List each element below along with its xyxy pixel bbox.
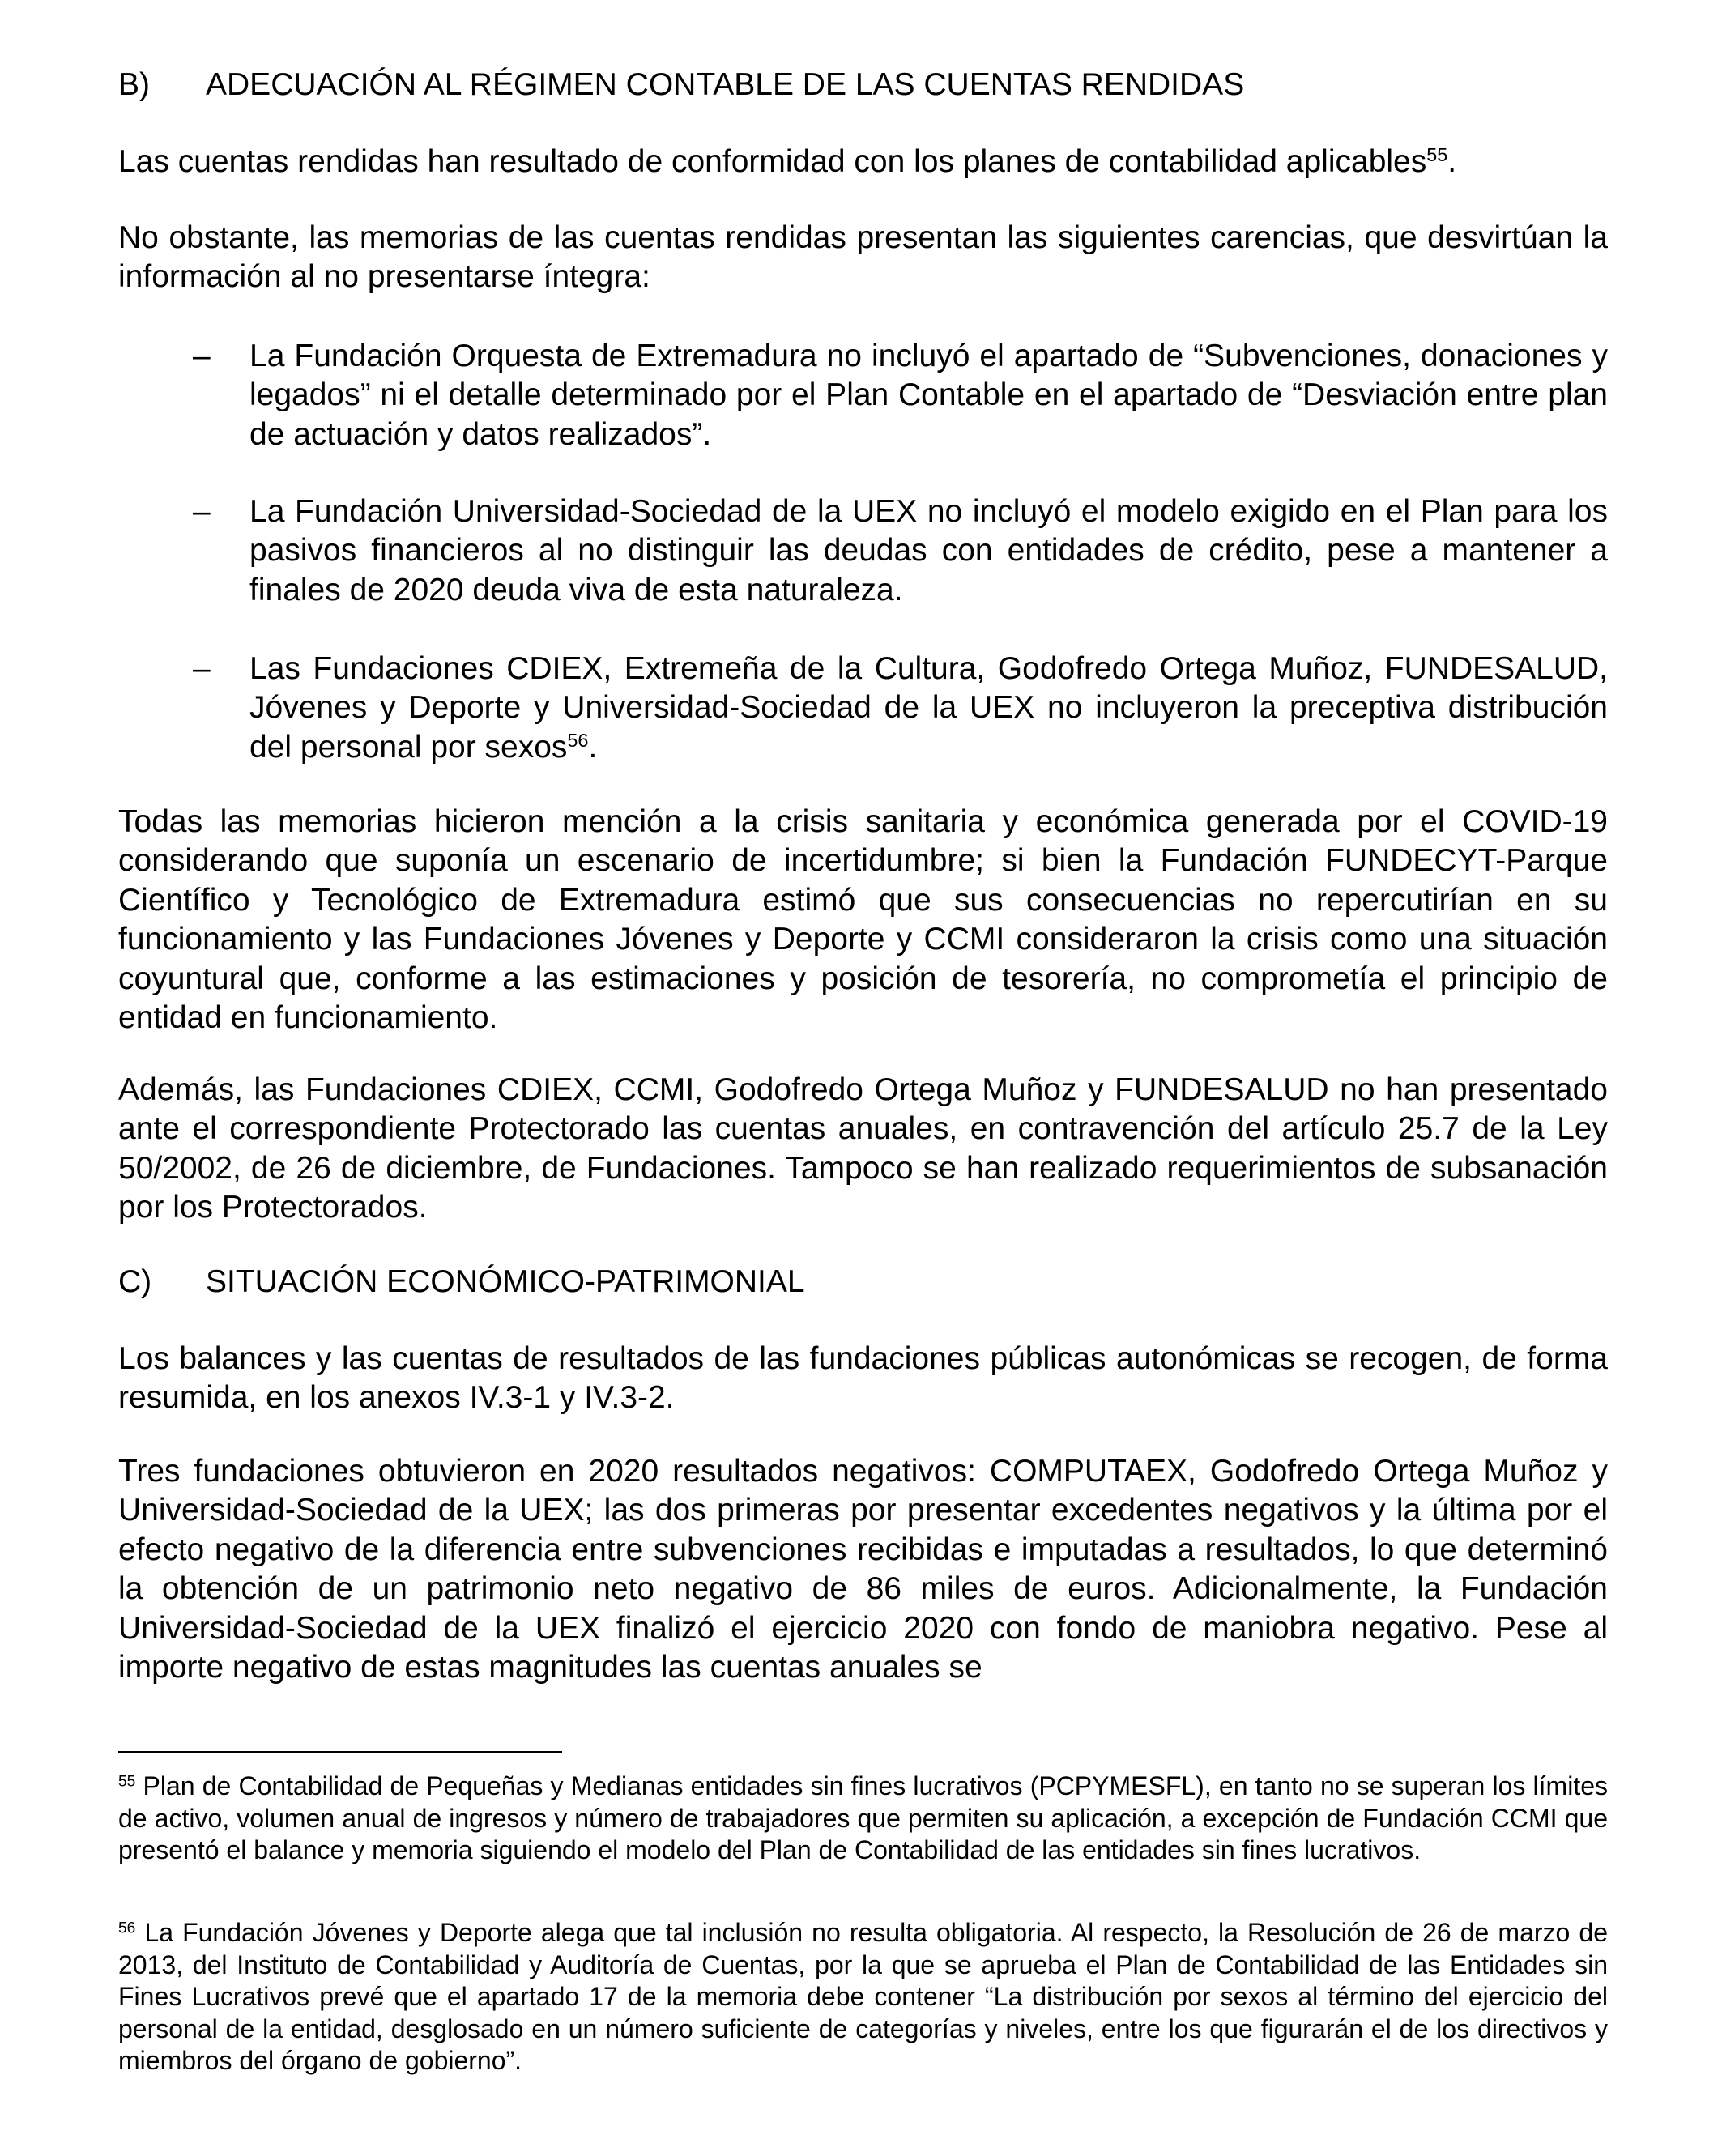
dash-bullet-icon: – bbox=[193, 339, 211, 373]
section-b-title: ADECUACIÓN AL RÉGIMEN CONTABLE DE LAS CUENTAS RENDIDAS bbox=[206, 67, 1245, 102]
paragraph-conformity bbox=[118, 143, 1608, 181]
footnote-text: Plan de Contabilidad de Pequeñas y Medianas entidades sin fines lucrativos (PCPYMESFL), en tanto no se superan los límites de activo, volumen anual de ingresos y número de trabajadores que permiten su aplicación, a excepción de Fundación CCMI que presentó el balance y memoria siguiendo el modelo del Plan de Contabilidad de las entidades sin fines lucrativos. bbox=[118, 1771, 1608, 1864]
paragraph-protectorado: Además, las Fundaciones CDIEX, CCMI, Godofredo Ortega Muñoz y FUNDESALUD no han presentado ante el correspondiente Protectorado las cuentas anuales, en contravención del artículo 25.7 de la Ley 50/2002, de 26 de diciembre, de Fundaciones. Tampoco se han realizado requerimientos de subsanación por los Protectorados. bbox=[118, 1072, 1608, 1225]
list-item bbox=[193, 492, 1608, 610]
dash-bullet-icon: – bbox=[193, 651, 211, 686]
dash-bullet-icon: – bbox=[193, 494, 211, 529]
footnote-ref-55[interactable]: 55 bbox=[1426, 144, 1448, 166]
footnote-separator bbox=[118, 1751, 562, 1753]
list-item-text: La Fundación Orquesta de Extremadura no incluyó el apartado de “Subvenciones, donaciones y legados” ni el detalle determinado por el Plan Contable en el apartado de “Desviación entre plan de actuación y datos realizados”. bbox=[249, 339, 1608, 452]
period: . bbox=[1447, 144, 1457, 179]
paragraph-negative-results: Tres fundaciones obtuvieron en 2020 resultados negativos: COMPUTAEX, Godofredo Ortega Muñoz y Universidad-Sociedad de la UEX; las dos primeras por presentar excedentes negativos y la última por el efecto negativo de la diferencia entre subvenciones recibidas e imputadas a resultados, lo que determinó la obtención de un patrimonio neto negativo de 86 miles de euros. Adicionalmente, la Fundación Universidad-Sociedad de la UEX finalizó el ejercicio 2020 con fondo de maniobra negativo. Pese al importe negativo de estas magnitudes las cuentas anuales se bbox=[118, 1454, 1608, 1685]
period: . bbox=[588, 729, 598, 765]
list-item-text bbox=[249, 650, 1608, 767]
footnote-ref-56[interactable]: 56 bbox=[567, 729, 589, 751]
section-c-title: SITUACIÓN ECONÓMICO-PATRIMONIAL bbox=[206, 1264, 805, 1299]
paragraph-deficiencies: No obstante, las memorias de las cuentas rendidas presentan las siguientes carencias, que desvirtúan la información al no presentarse íntegra: bbox=[118, 220, 1608, 295]
footnote-55 bbox=[118, 1770, 1608, 1867]
list-item bbox=[193, 337, 1608, 454]
footnote-number: 56 bbox=[118, 1920, 136, 1937]
footnote-56 bbox=[118, 1917, 1608, 2077]
section-c-label: C) bbox=[118, 1264, 152, 1299]
list-item-text: La Fundación Universidad-Sociedad de la UEX no incluyó el modelo exigido en el Plan para los pasivos financieros al no distinguir las deudas con entidades de crédito, pese a mantener a finales de 2020 deuda viva de esta naturaleza. bbox=[249, 494, 1608, 607]
section-b-heading bbox=[118, 66, 1244, 104]
list-item-body: Las Fundaciones CDIEX, Extremeña de la Cultura, Godofredo Ortega Muñoz, FUNDESALUD, Jóvenes y Deporte y Universidad-Sociedad de la UEX no incluyeron la preceptiva distribución del personal por sexos bbox=[249, 651, 1608, 765]
footnote-number: 55 bbox=[118, 1773, 136, 1791]
footnote-text: La Fundación Jóvenes y Deporte alega que tal inclusión no resulta obligatoria. Al respecto, la Resolución de 26 de marzo de 2013, del Instituto de Contabilidad y Auditoría de Cuentas, por la que se aprueba el Plan de Contabilidad de las Entidades sin Fines Lucrativos prevé que el apartado 17 de la memoria debe contener “La distribución por sexos al término del ejercicio del personal de la entidad, desglosado en un número suficiente de categorías y niveles, entre los que figurarán el de los directivos y miembros del órgano de gobierno”. bbox=[118, 1918, 1608, 2075]
paragraph-text: Las cuentas rendidas han resultado de conformidad con los planes de contabilidad aplicables bbox=[118, 144, 1427, 179]
list-item bbox=[193, 650, 1608, 767]
paragraph-covid: Todas las memorias hicieron mención a la crisis sanitaria y económica generada por el COVID-19 considerando que suponía un escenario de incertidumbre; si bien la Fundación FUNDECYT-Parque Científico y Tecnológico de Extremadura estimó que sus consecuencias no repercutirían en su funcionamiento y las Fundaciones Jóvenes y Deporte y CCMI consideraron la crisis como una situación coyuntural que, conforme a las estimaciones y posición de tesorería, no comprometía el principio de entidad en funcionamiento. bbox=[118, 804, 1608, 1036]
paragraph-balances: Los balances y las cuentas de resultados de las fundaciones públicas autonómicas se recogen, de forma resumida, en los anexos IV.3-1 y IV.3-2. bbox=[118, 1341, 1608, 1416]
section-c-heading bbox=[118, 1263, 805, 1302]
section-b-label: B) bbox=[118, 67, 150, 102]
